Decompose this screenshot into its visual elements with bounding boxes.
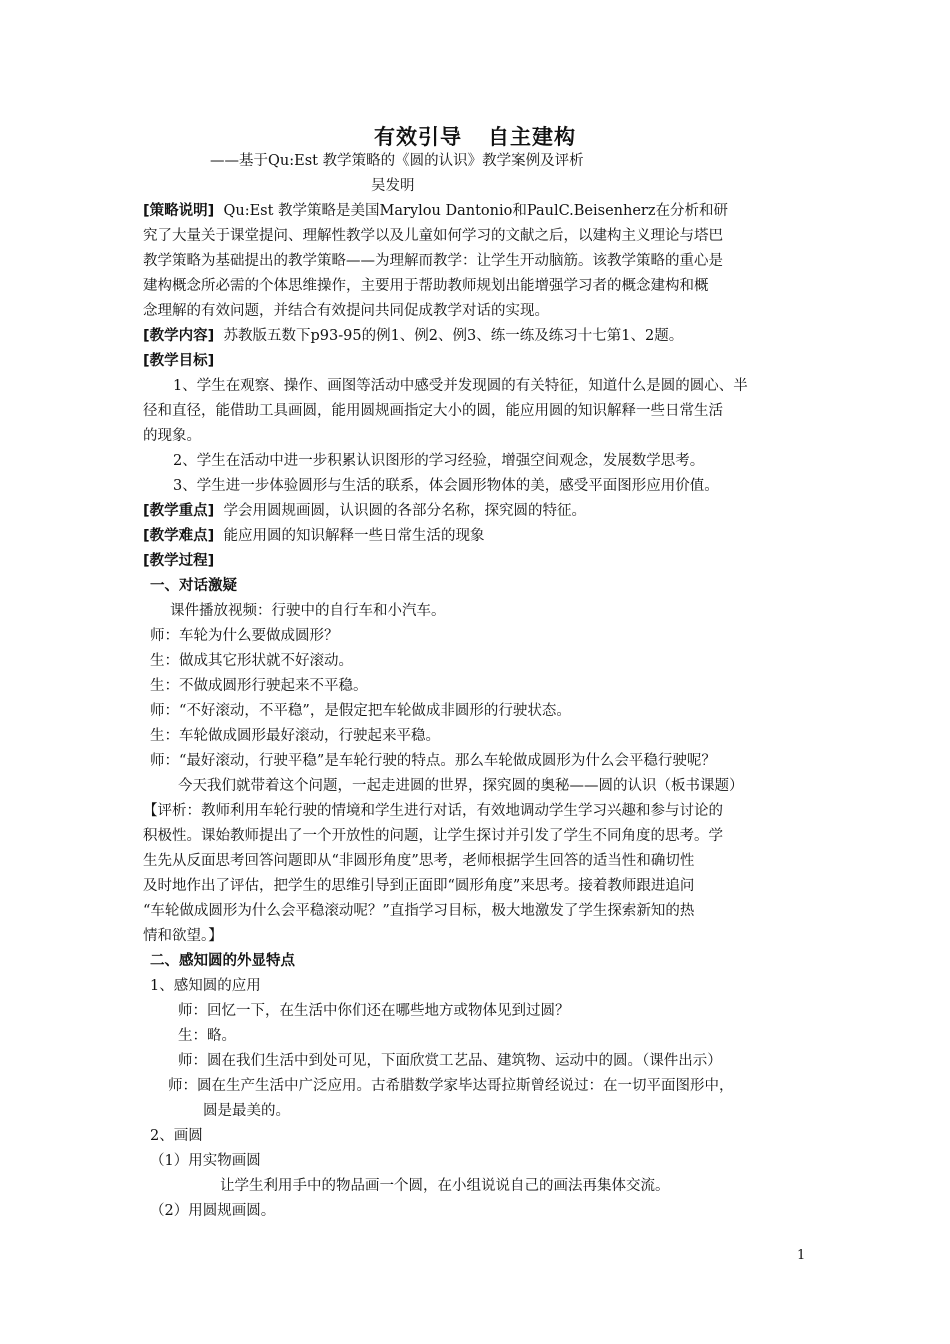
comment-line-5: “车轮做成圆形为什么会平稳滚动呢？”直指学习目标，极大地激发了学生探索新知的热 bbox=[143, 903, 695, 919]
strategy-label: [策略说明] bbox=[143, 203, 215, 219]
section-1-line-4: 生：不做成圆形行驶起来不平稳。 bbox=[150, 678, 368, 694]
comment-line-2: 积极性。课始教师提出了一个开放性的问题，让学生探讨并引发了学生不同角度的思考。学 bbox=[143, 828, 723, 844]
section-2-sub1: 1、感知圆的应用 bbox=[150, 978, 261, 994]
strategy-text-1: Qu:Est 教学策略是美国Marylou Dantonio和PaulC.Beisenherz在分析和研 bbox=[223, 203, 728, 219]
section-1-line-7: 师：“最好滚动，行驶平稳”是车轮行驶的特点。那么车轮做成圆形为什么会平稳行驶呢？ bbox=[150, 753, 716, 769]
strategy-line-2: 究了大量关于课堂提问、理解性教学以及儿童如何学习的文献之后，以建构主义理论与塔巴 bbox=[143, 228, 723, 244]
content-label: [教学内容] bbox=[143, 328, 215, 344]
section-1-line-3: 生：做成其它形状就不好滚动。 bbox=[150, 653, 353, 669]
section-1-line-8: 今天我们就带着这个问题，一起走进圆的世界，探究圆的奥秘——圆的认识（板书课题） bbox=[178, 778, 744, 794]
goal-1-line-3: 的现象。 bbox=[143, 428, 201, 444]
comment-line-6: 情和欲望。】 bbox=[143, 928, 223, 944]
title-part-2: 自主建构 bbox=[488, 125, 576, 149]
strategy-line-3: 教学策略为基础提出的教学策略——为理解而教学：让学生开动脑筋。该教学策略的重心是 bbox=[143, 253, 723, 269]
section-2-sub1-line-4: 师：圆在生产生活中广泛应用。古希腊数学家毕达哥拉斯曾经说过：在一切平面图形中， bbox=[168, 1078, 734, 1094]
key-point-label: [教学重点] bbox=[143, 503, 215, 519]
section-2-sub2-a: （1）用实物画圆 bbox=[150, 1153, 261, 1169]
section-2-sub2-b: （2）用圆规画圆。 bbox=[150, 1203, 276, 1219]
comment-line-1: 【评析：教师利用车轮行驶的情境和学生进行对话，有效地调动学生学习兴趣和参与讨论的 bbox=[143, 803, 723, 819]
goal-2: 2、学生在活动中进一步积累认识图形的学习经验，增强空间观念，发展数学思考。 bbox=[173, 453, 705, 469]
section-2-sub1-line-2: 生：略。 bbox=[178, 1028, 236, 1044]
strategy-line-1 bbox=[143, 199, 808, 223]
section-2-sub1-line-3: 师：圆在我们生活中到处可见，下面欣赏工艺品、建筑物、运动中的圆。（课件出示） bbox=[178, 1053, 722, 1069]
comment-line-4: 及时地作出了评估，把学生的思维引导到正面即“圆形角度”来思考。接着教师跟进追问 bbox=[143, 878, 695, 894]
title-part-1: 有效引导 bbox=[374, 125, 462, 149]
section-1-heading: 一、对话激疑 bbox=[150, 578, 237, 594]
section-1-line-1: 课件播放视频：行驶中的自行车和小汽车。 bbox=[170, 603, 446, 619]
page-number: 1 bbox=[797, 1248, 806, 1263]
content-text: 苏教版五数下p93-95的例1、例2、例3、练一练及练习十七第1、2题。 bbox=[223, 328, 684, 344]
strategy-line-5: 念理解的有效问题，并结合有效提问共同促成教学对话的实现。 bbox=[143, 303, 549, 319]
key-point-line bbox=[143, 499, 808, 523]
section-2-heading: 二、感知圆的外显特点 bbox=[150, 953, 295, 969]
comment-line-3: 生先从反面思考回答问题即从“非圆形角度”思考，老师根据学生回答的适当性和确切性 bbox=[143, 853, 695, 869]
difficulty-text: 能应用圆的知识解释一些日常生活的现象 bbox=[223, 528, 485, 544]
difficulty-line bbox=[143, 524, 808, 548]
difficulty-label: [教学难点] bbox=[143, 528, 215, 544]
goal-1-line-2: 径和直径，能借助工具画圆，能用圆规画指定大小的圆，能应用圆的知识解释一些日常生活 bbox=[143, 403, 723, 419]
section-2-sub2-a-text: 让学生利用手中的物品画一个圆，在小组说说自己的画法再集体交流。 bbox=[220, 1178, 670, 1194]
page-title bbox=[0, 121, 950, 151]
goals-label: [教学目标] bbox=[143, 353, 215, 369]
section-2-sub1-line-5: 圆是最美的。 bbox=[203, 1103, 290, 1119]
strategy-line-4: 建构概念所必需的个体思维操作，主要用于帮助教师规划出能增强学习者的概念建构和概 bbox=[143, 278, 709, 294]
goal-3: 3、学生进一步体验圆形与生活的联系，体会圆形物体的美，感受平面图形应用价值。 bbox=[173, 478, 719, 494]
section-1-line-2: 师：车轮为什么要做成圆形？ bbox=[150, 628, 339, 644]
process-label: [教学过程] bbox=[143, 553, 215, 569]
section-1-line-5: 师：“不好滚动，不平稳”，是假定把车轮做成非圆形的行驶状态。 bbox=[150, 703, 571, 719]
section-2-sub1-line-1: 师：回忆一下，在生活中你们还在哪些地方或物体见到过圆？ bbox=[178, 1003, 570, 1019]
subtitle: ——基于Qu:Est 教学策略的《圆的认识》教学案例及评析 bbox=[210, 153, 584, 169]
author: 吴发明 bbox=[371, 178, 415, 194]
section-1-line-6: 生：车轮做成圆形最好滚动，行驶起来平稳。 bbox=[150, 728, 440, 744]
key-point-text: 学会用圆规画圆，认识圆的各部分名称，探究圆的特征。 bbox=[223, 503, 586, 519]
section-2-sub2: 2、画圆 bbox=[150, 1128, 203, 1144]
goal-1-line-1: 1、学生在观察、操作、画图等活动中感受并发现圆的有关特征，知道什么是圆的圆心、半 bbox=[173, 378, 748, 394]
content-line bbox=[143, 324, 808, 348]
